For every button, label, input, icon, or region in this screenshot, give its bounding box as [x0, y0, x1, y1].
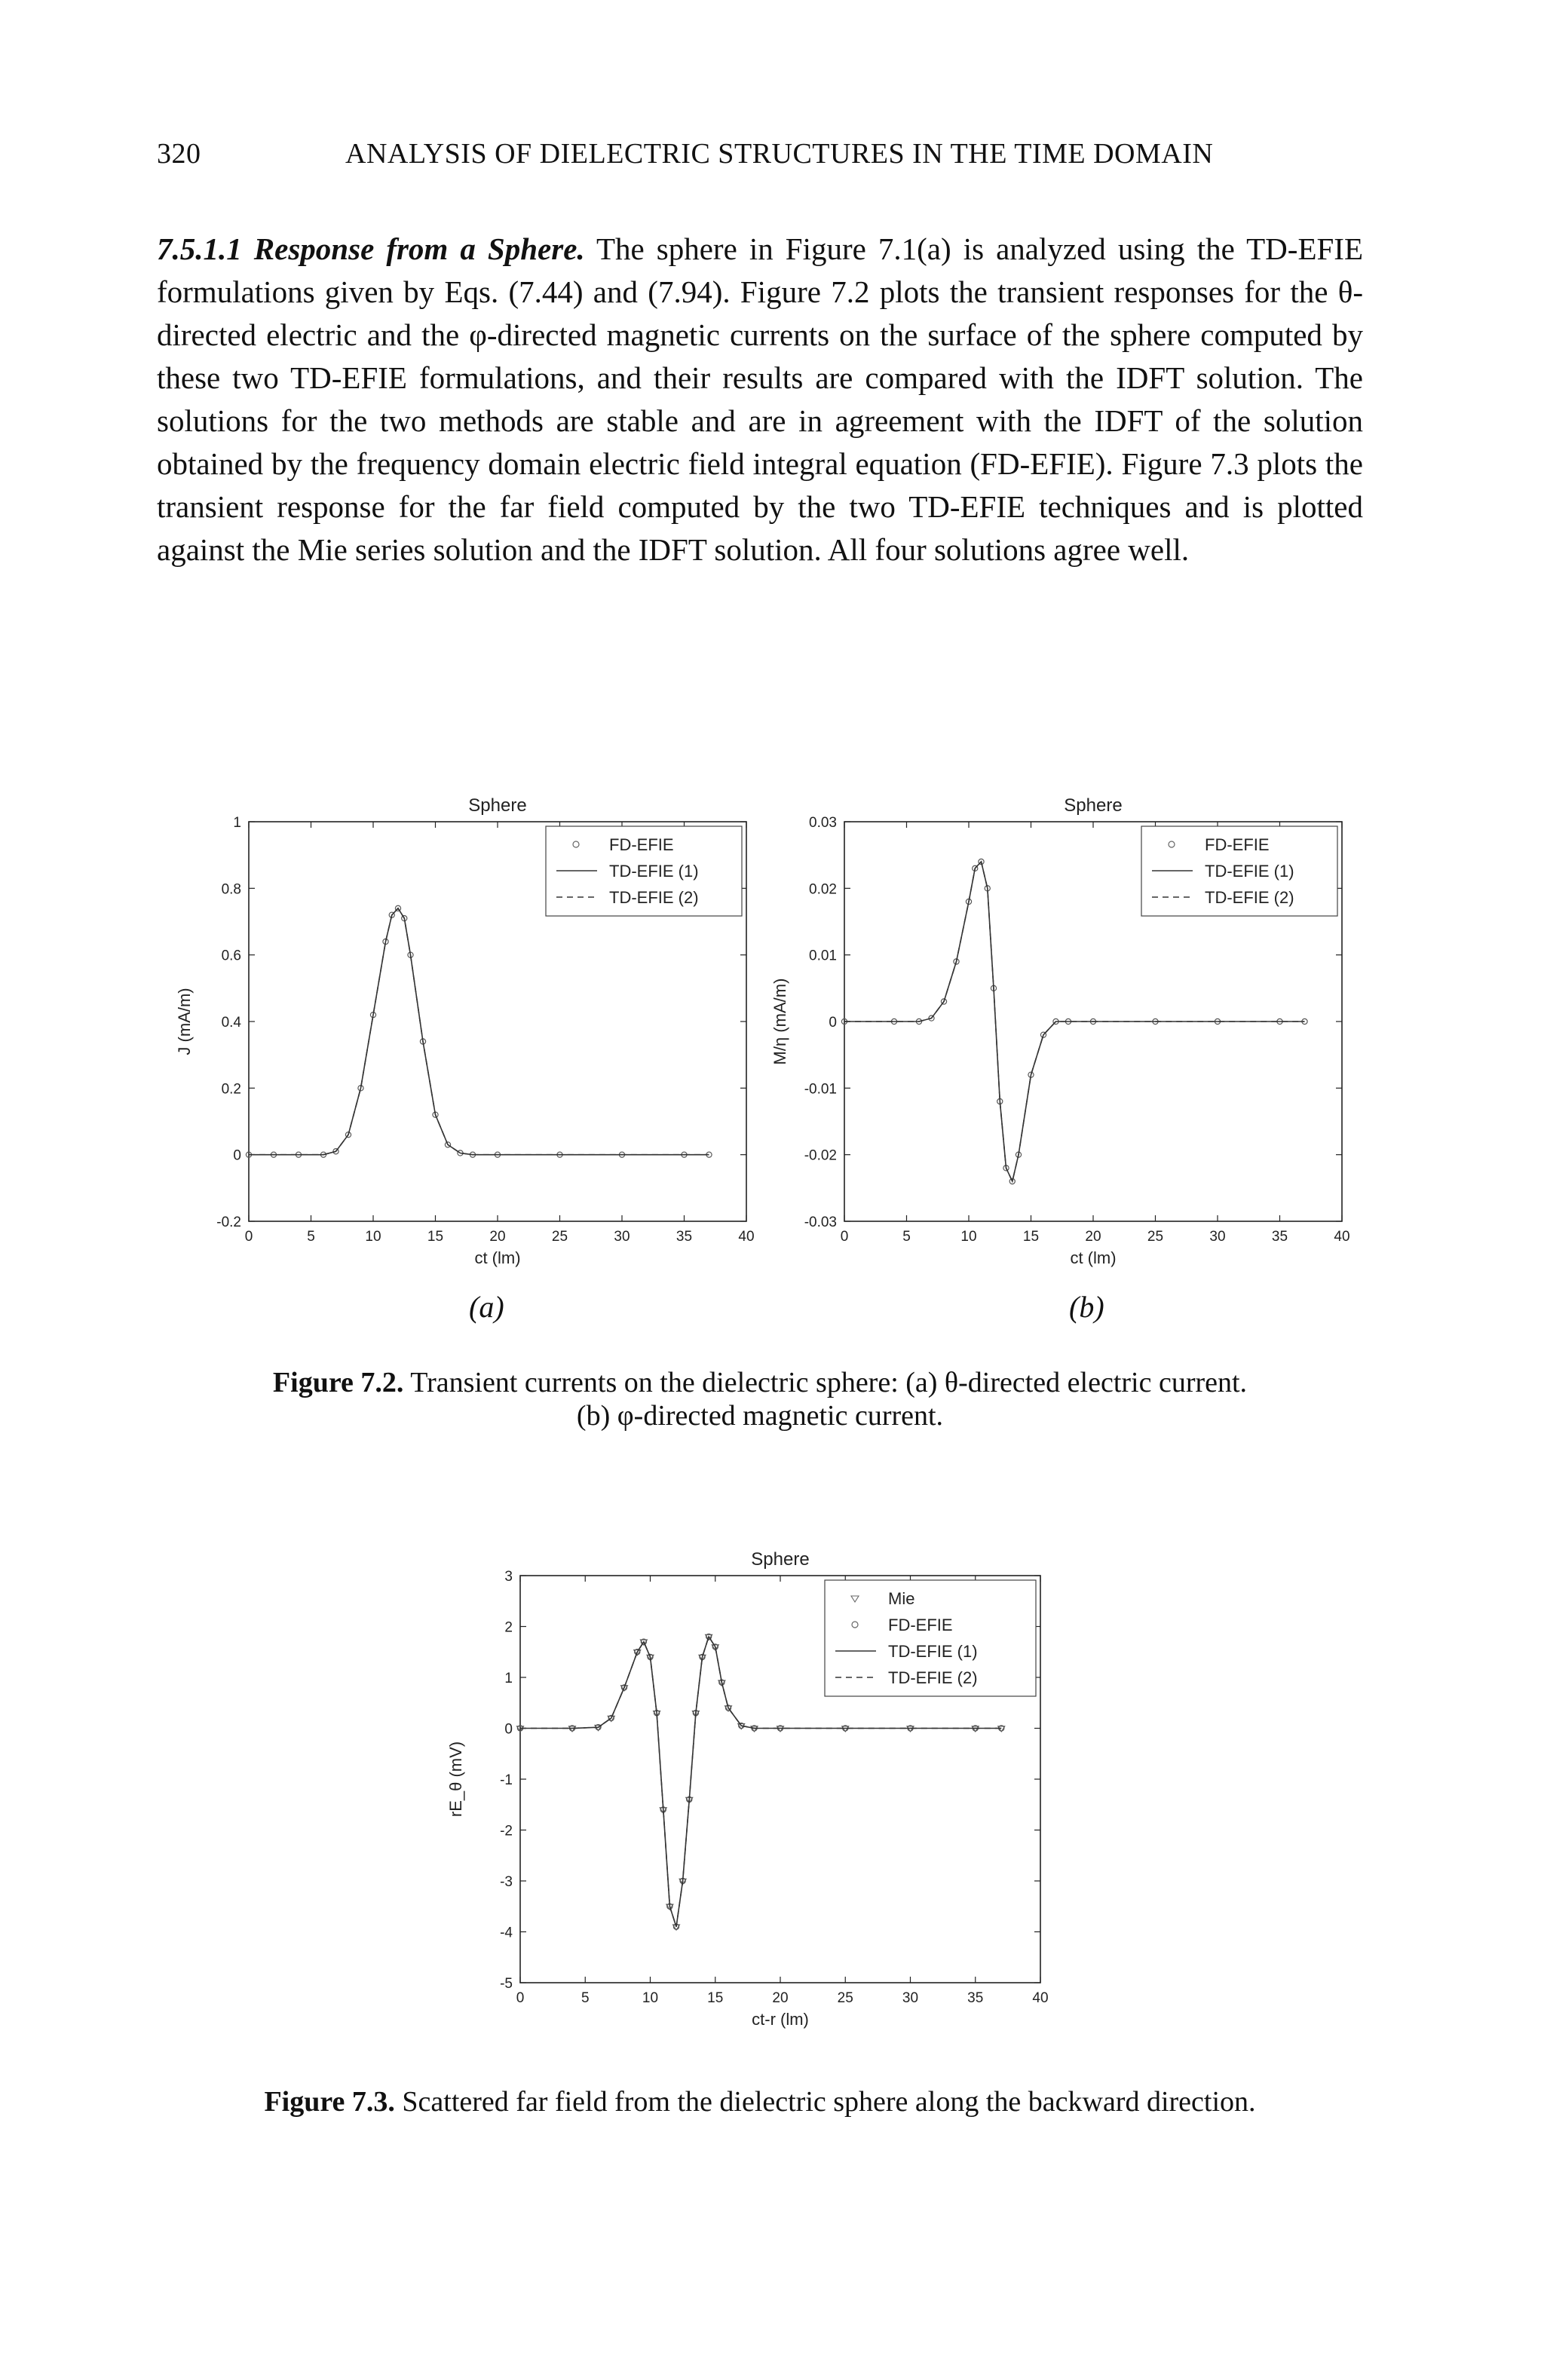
y-tick-label: -0.02 — [804, 1147, 837, 1164]
y-tick-label: 0.02 — [809, 881, 837, 898]
legend-label: FD-EFIE — [888, 1616, 953, 1634]
y-tick-label: 0 — [233, 1147, 241, 1164]
x-tick-label: 20 — [1085, 1229, 1101, 1245]
section-heading: 7.5.1.1 Response from a Sphere. — [157, 231, 585, 266]
x-tick-label: 30 — [1209, 1229, 1226, 1245]
y-tick-label: -0.03 — [804, 1215, 837, 1230]
y-tick-label: 2 — [504, 1619, 513, 1636]
legend-label: TD-EFIE (2) — [609, 888, 699, 907]
y-axis-label: rE_θ (mV) — [446, 1741, 465, 1818]
y-axis-label: M/η (mA/m) — [770, 978, 789, 1065]
legend-label: TD-EFIE (1) — [609, 862, 699, 881]
figure-7-2-caption — [157, 1366, 1363, 1432]
x-tick-label: 15 — [427, 1229, 444, 1245]
x-axis-label: ct (lm) — [474, 1248, 521, 1267]
y-tick-label: -1 — [500, 1772, 513, 1788]
x-tick-label: 30 — [614, 1229, 630, 1245]
y-tick-label: 1 — [504, 1671, 513, 1686]
section-body — [157, 228, 1363, 571]
x-tick-label: 15 — [1022, 1229, 1040, 1245]
x-tick-label: 40 — [1334, 1229, 1350, 1245]
y-tick-label: 0.01 — [809, 948, 837, 964]
y-tick-label: 3 — [504, 1569, 513, 1585]
x-tick-label: 5 — [307, 1229, 315, 1245]
x-tick-label: 40 — [738, 1229, 755, 1245]
x-tick-label: 0 — [244, 1229, 253, 1245]
figure-7-3-caption — [157, 2085, 1363, 2118]
panel-label-a: (a) — [469, 1290, 504, 1324]
y-axis-label: J (mA/m) — [175, 988, 194, 1055]
chart-far-field — [422, 1530, 1101, 2058]
x-tick-label: 25 — [551, 1229, 568, 1245]
figure-7-2b — [754, 776, 1357, 1274]
x-tick-label: 10 — [960, 1229, 977, 1245]
figure-7-2a — [166, 776, 769, 1274]
x-tick-label: 15 — [707, 1990, 724, 2006]
running-title: ANALYSIS OF DIELECTRIC STRUCTURES IN THE TIME DOMAIN — [345, 138, 1214, 170]
x-tick-label: 25 — [1147, 1229, 1164, 1245]
legend-label: FD-EFIE — [609, 835, 674, 854]
y-tick-label: -2 — [500, 1823, 513, 1839]
x-tick-label: 35 — [676, 1229, 693, 1245]
x-axis-label: ct (lm) — [1070, 1248, 1117, 1267]
legend-label: TD-EFIE (1) — [888, 1642, 978, 1661]
caption-label-7-2: Figure 7.2. — [272, 1367, 404, 1398]
panel-label-b: (b) — [1069, 1290, 1104, 1324]
x-tick-label: 30 — [902, 1990, 919, 2006]
series-line — [249, 908, 709, 1155]
x-axis-label: ct-r (lm) — [752, 2010, 809, 2029]
legend-label: FD-EFIE — [1205, 835, 1270, 854]
y-tick-label: -0.01 — [804, 1081, 837, 1098]
chart-title: Sphere — [468, 795, 527, 816]
x-tick-label: 35 — [967, 1990, 984, 2006]
x-tick-label: 25 — [837, 1990, 853, 2006]
y-tick-label: 0.4 — [221, 1015, 241, 1031]
caption-text-7-3: Scattered far field from the dielectric sphere along the backward direction. — [402, 2086, 1256, 2118]
y-tick-label: 0.8 — [221, 881, 241, 898]
legend-label: TD-EFIE (2) — [1205, 888, 1294, 907]
y-tick-label: -3 — [500, 1874, 513, 1890]
legend-label: Mie — [888, 1589, 915, 1608]
x-tick-label: 40 — [1032, 1990, 1049, 2006]
x-tick-label: 0 — [516, 1990, 525, 2006]
y-tick-label: 1 — [233, 815, 241, 831]
x-tick-label: 10 — [365, 1229, 381, 1245]
x-tick-label: 20 — [489, 1229, 506, 1245]
x-tick-label: 20 — [772, 1990, 789, 2006]
chart-title: Sphere — [1064, 795, 1123, 816]
chart-current-j — [166, 776, 769, 1274]
legend-label: TD-EFIE (2) — [888, 1668, 978, 1687]
caption-line-1: Transient currents on the dielectric sphere: (a) θ-directed electric current. — [410, 1367, 1248, 1398]
y-tick-label: 0 — [504, 1721, 513, 1738]
chart-current-m — [754, 776, 1357, 1274]
x-tick-label: 35 — [1271, 1229, 1288, 1245]
x-tick-label: 0 — [840, 1229, 849, 1245]
section-paragraph: The sphere in Figure 7.1(a) is analyzed using the TD-EFIE formulations given by Eqs. (7.44) and (7.94). Figure 7.2 plots the transient responses for the θ-directed electric and the φ-directed magnetic currents on the surface of the sphere computed by these two TD-EFIE formulations, and their results are compared with the IDFT solution. The solutions for the two methods are stable and are in agreement with the IDFT of the solution obtained by the frequency domain electric field integral equation (FD-EFIE). Figure 7.3 plots the transient response for the far field computed by the two TD-EFIE techniques and is plotted against the Mie series solution and the IDFT solution. All four solutions agree well. — [157, 231, 1363, 567]
y-tick-label: 0.2 — [221, 1081, 241, 1098]
page-number: 320 — [157, 138, 201, 170]
x-tick-label: 5 — [581, 1990, 590, 2006]
y-tick-label: 0 — [829, 1015, 837, 1031]
y-tick-label: -4 — [500, 1925, 513, 1941]
chart-title: Sphere — [751, 1549, 810, 1570]
y-tick-label: 0.03 — [809, 815, 837, 831]
x-tick-label: 5 — [902, 1229, 911, 1245]
legend-label: TD-EFIE (1) — [1205, 862, 1294, 881]
series-line — [249, 908, 709, 1155]
caption-label-7-3: Figure 7.3. — [264, 2086, 395, 2118]
y-tick-label: 0.6 — [221, 948, 241, 964]
y-tick-label: -5 — [500, 1976, 513, 1992]
y-tick-label: -0.2 — [216, 1215, 241, 1230]
caption-line-2: (b) φ-directed magnetic current. — [576, 1400, 944, 1432]
x-tick-label: 10 — [642, 1990, 659, 2006]
figure-7-3 — [422, 1530, 1101, 2058]
